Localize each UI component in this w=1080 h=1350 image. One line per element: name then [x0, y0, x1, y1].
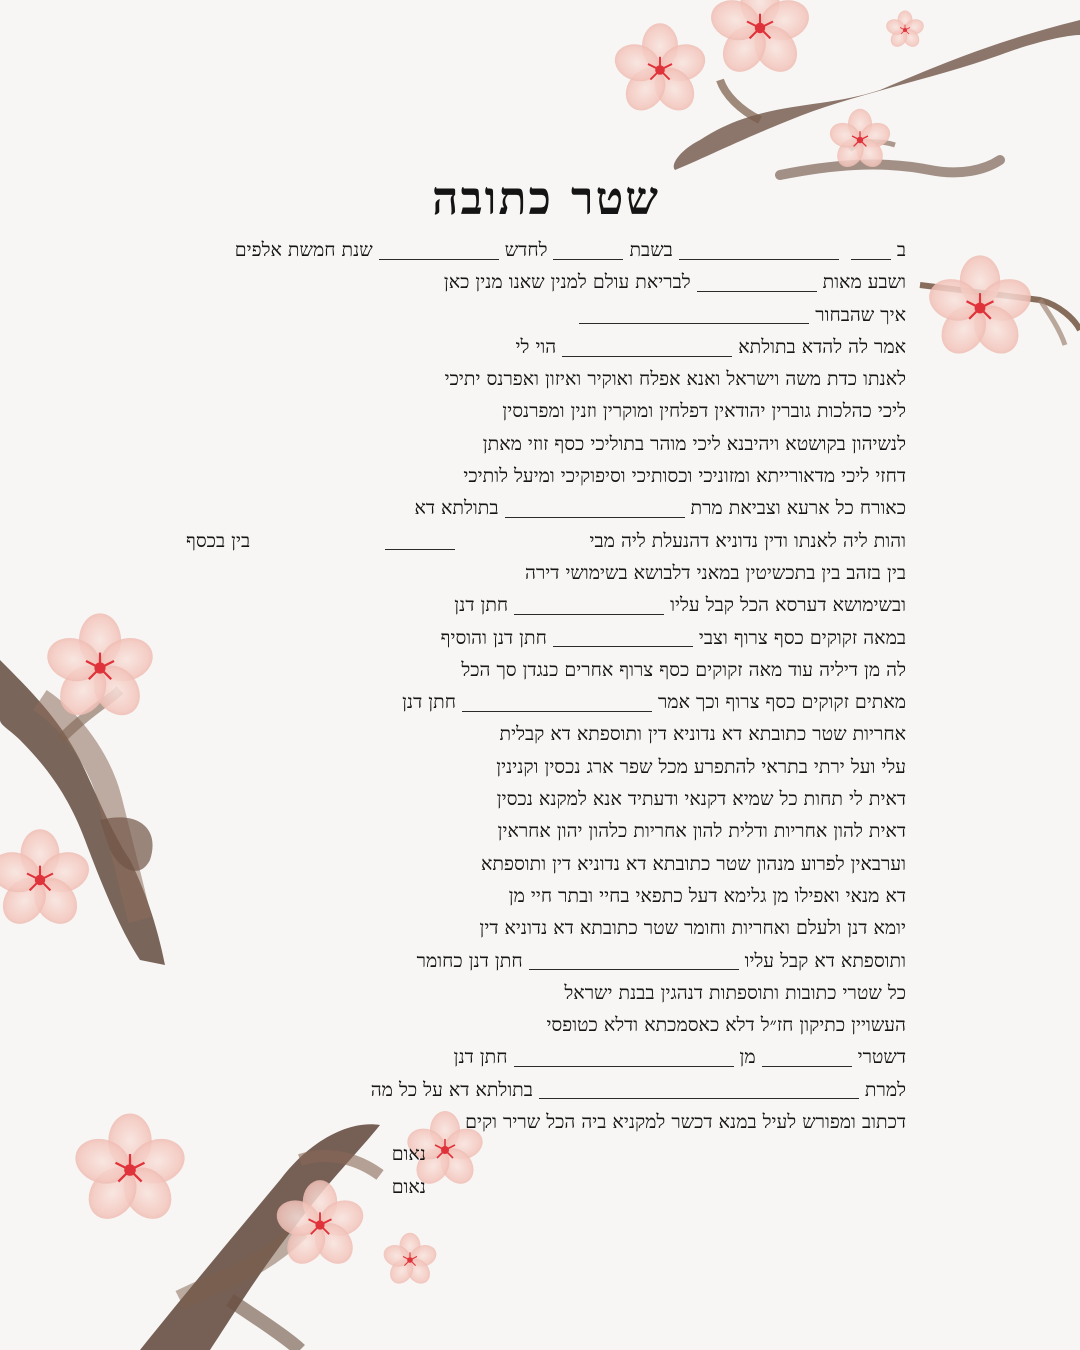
fill-in-blank	[514, 596, 664, 615]
fill-in-blank	[379, 241, 499, 260]
text-segment: לחדש	[504, 239, 548, 261]
fill-in-blank	[539, 1080, 859, 1099]
text-segment: חתן דנן כחומר	[416, 949, 523, 972]
text-segment: ובשימושא דערסא הכל קבל עליו	[670, 594, 906, 617]
text-segment: בתולתא דא על כל מה	[370, 1078, 533, 1101]
text-line	[186, 525, 906, 557]
text-line	[186, 1074, 906, 1106]
text-segment: איך שהבחור	[815, 303, 906, 326]
text-segment: לנשיהון בקושטא ויהיבנא ליכי מוהר בתוליכי כסף זוזי מאתן	[482, 432, 906, 455]
text-segment: לבריאת עולם למנין שאנו מנין כאן	[443, 271, 691, 294]
fill-in-blank	[697, 273, 817, 292]
text-segment: חתן דנן	[453, 1046, 508, 1069]
text-line	[186, 395, 906, 427]
text-segment: יומא דנן ולעלם ואחריות וחומר שטר כתובתא דא נדוניא דין	[479, 917, 906, 940]
text-line	[186, 460, 906, 492]
text-line	[186, 266, 906, 298]
text-segment: דשטרי	[857, 1046, 906, 1069]
text-segment: כל שטרי כתובות ותוספתות דנהגין בבנת ישראל	[564, 981, 906, 1004]
text-segment: בשבת	[629, 239, 673, 261]
text-segment: מן	[739, 1046, 756, 1069]
ketubah-document	[186, 170, 906, 1203]
text-segment: ושבע מאות	[822, 271, 906, 294]
text-segment: במאה זקוקים כסף צרוף וצבי	[698, 626, 906, 649]
fill-in-blank	[505, 499, 685, 518]
text-segment: בין בזהב בין בתכשיטין במאני דלבושא בשימושי דירה	[525, 561, 906, 584]
fill-in-blank	[462, 693, 652, 712]
fill-in-blank	[385, 531, 455, 550]
text-segment: אחריות שטר כתובתא דא נדוניא דין ותוספתא דא קבלית	[499, 723, 906, 746]
text-segment: למרת	[864, 1078, 906, 1101]
ketubah-text	[186, 234, 906, 1138]
text-segment: בין בכסף	[186, 529, 251, 552]
text-segment: עלי ועל ירתי בתראי להתפרע מכל שפר ארג נכסין וקנינין	[496, 755, 906, 778]
blossom-icon	[706, 0, 814, 80]
text-segment: לה מן דיליה עוד מאה זקוקים כסף צרוף אחרים כנגדן סך הכל	[461, 658, 906, 681]
text-line	[186, 557, 906, 589]
text-segment: מאתים זקוקים כסף צרוף וכך אמר	[657, 691, 906, 714]
text-segment: דאית לי תחות כל שמיא דקנאי ודעתיד אנא למקנא נכסין	[496, 788, 906, 811]
text-line	[186, 977, 906, 1009]
text-segment: לאנתו כדת משה וישראל ואנא אפלח ואוקיר ואיזון ואפרנס יתיכי	[444, 368, 906, 391]
fill-in-blank	[579, 305, 809, 324]
fill-in-blank	[553, 628, 693, 647]
text-segment: כאורח כל ארעא וצביאת מרת	[690, 497, 906, 520]
blossom-icon	[884, 11, 926, 51]
text-segment: חתן דנן והוסיף	[440, 626, 547, 649]
text-line	[186, 945, 906, 977]
text-line	[186, 428, 906, 460]
fill-in-blank	[562, 338, 732, 357]
text-segment: אמר לה להדא בתולתא	[738, 335, 906, 358]
text-line	[186, 492, 906, 524]
signature-line	[186, 1138, 906, 1170]
text-line	[186, 751, 906, 783]
text-line	[186, 622, 906, 654]
fill-in-blank	[514, 1048, 734, 1067]
text-segment: דחזי ליכי מדאורייתא ומזוניכי וכסותיכי וסיפוקיכי ומיעל לותיכי	[463, 465, 906, 488]
text-line	[186, 880, 906, 912]
text-segment: והות ליה לאנתו ודין נדוניא דהנעלת ליה מבי	[589, 529, 906, 552]
text-line	[186, 912, 906, 944]
text-line	[186, 1041, 906, 1073]
blossom-icon	[381, 1233, 439, 1288]
text-line	[186, 331, 906, 363]
text-segment: דאית להון אחריות ודלית להון אחריות כלהון יהון אחראין	[497, 820, 906, 843]
text-segment: דכתוב ומפורש לעיל במנא דכשר למקניא ביה הכל שריר וקים	[465, 1111, 906, 1134]
text-segment: הוי לי	[515, 335, 557, 358]
text-segment: דא מנאי ואפילו מן גלימא דעל כתפאי בחיי ובתר חיי מן	[508, 884, 906, 907]
blossom-icon	[924, 255, 1037, 362]
text-line	[186, 783, 906, 815]
fill-in-blank	[529, 951, 739, 970]
blossom-icon	[0, 829, 94, 932]
text-line	[186, 299, 906, 331]
text-line	[186, 654, 906, 686]
signature-label: נאום	[391, 1143, 426, 1166]
text-segment: שנת חמשת אלפים	[234, 239, 373, 261]
text-segment: העשויין כתיקון חז״ל דלא כאסמכתא ודלא כטופסי	[546, 1014, 906, 1037]
fill-in-blank	[553, 241, 623, 260]
text-line	[186, 363, 906, 395]
text-segment: ותוספתא דא קבל עליו	[744, 949, 906, 972]
text-line	[186, 686, 906, 718]
text-line	[186, 234, 906, 266]
text-segment: ב	[896, 239, 906, 261]
signature-label: נאום	[391, 1175, 426, 1198]
blossom-icon	[610, 23, 710, 118]
text-segment: בתולתא דא	[414, 497, 499, 520]
text-segment: חתן דנן	[454, 594, 509, 617]
text-segment: חתן דנן	[402, 691, 456, 714]
text-line	[186, 718, 906, 750]
document-title: שטר כתובה	[432, 171, 660, 225]
text-line	[186, 1009, 906, 1041]
blossom-icon	[70, 1113, 191, 1228]
fill-in-blank	[679, 241, 839, 260]
signature-line	[186, 1171, 906, 1203]
text-segment: וערבאין לפרוע מנהון שטר כתובתא דא נדוניא דין ותוספתא	[481, 852, 906, 875]
text-segment: ליכי כהלכות גוברין יהודאין דפלחין ומוקרין וזנין ומפרנסין	[502, 400, 906, 423]
fill-in-blank	[762, 1048, 852, 1067]
text-line	[186, 1106, 906, 1138]
text-line	[186, 848, 906, 880]
text-line	[186, 589, 906, 621]
text-line	[186, 815, 906, 847]
fill-in-blank	[851, 241, 891, 260]
